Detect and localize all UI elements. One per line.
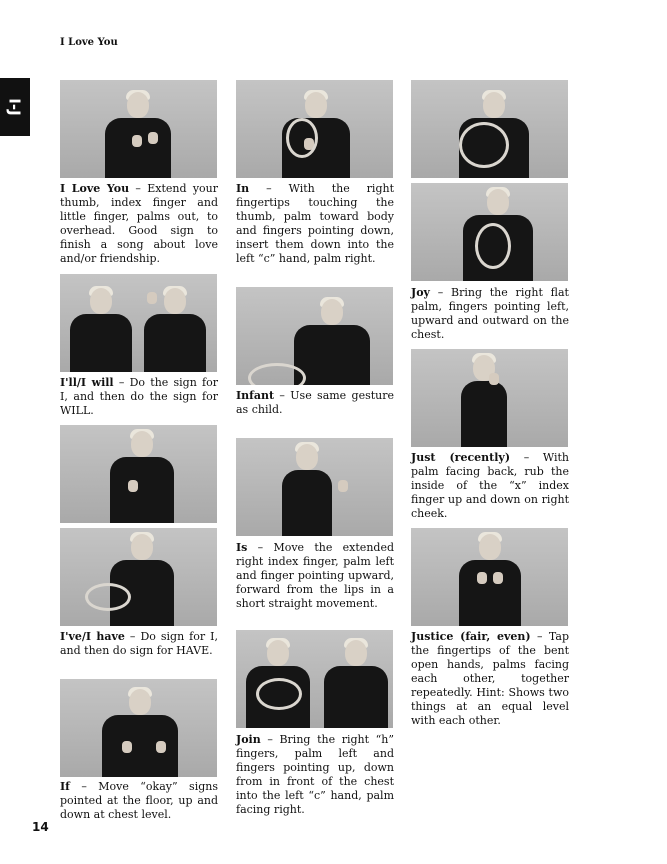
entry-desc: With the right fingertips touching the thumb, palm toward body and fingers pointing down, insert them down into the left “c” hand, palm right. (236, 182, 394, 265)
entry-term: If (60, 780, 70, 793)
hand-shape (148, 132, 158, 144)
entry-in (236, 182, 394, 266)
hand-shape (156, 741, 166, 753)
hand-shape (147, 292, 157, 304)
dash: – (247, 541, 274, 554)
signer-figure (110, 431, 174, 523)
dash: – (530, 630, 549, 643)
hand-shape (338, 480, 348, 492)
entry-if (60, 780, 218, 822)
entry-ill-i-will (60, 376, 218, 418)
signer-figure (102, 689, 178, 777)
entry-term: I'll/I will (60, 376, 114, 389)
motion-arrow (248, 363, 306, 385)
entry-desc: Use same gesture as child. (236, 389, 394, 416)
entry-term: I've/I have (60, 630, 125, 643)
dash: – (129, 182, 148, 195)
hand-shape (489, 373, 499, 385)
dash: – (124, 630, 141, 643)
section-tab (0, 78, 30, 136)
entry-just-recently (411, 451, 569, 521)
hand-shape (132, 135, 142, 147)
section-tab-label: I-J (5, 98, 24, 116)
signer-figure (459, 534, 521, 626)
entry-desc: With palm facing back, rub the inside of the “x” index finger up and down on right cheek. (411, 451, 569, 520)
entry-term: Is (236, 541, 248, 554)
hand-shape (477, 572, 487, 584)
entry-desc: Move the extended right index finger, palm left and finger pointing upward, forward from the lips in a short straight movement. (236, 541, 394, 610)
signer-figure (70, 288, 132, 372)
entry-desc: Tap the fingertips of the bent open hands, palms facing each other, together repeatedly. Hint: Shows two things at an equal level with each other. (411, 630, 570, 727)
entry-ive-i-have (60, 630, 218, 658)
signer-figure (110, 534, 174, 626)
entry-term: Infant (236, 389, 275, 402)
motion-arrow (256, 678, 302, 710)
motion-arrow (475, 223, 511, 269)
entry-desc: Extend your thumb, index finger and little finger, palms out, to overhead. Good sign to finish a song about love and/or friendship. (60, 182, 219, 265)
entry-is (236, 541, 394, 611)
running-head: I Love You (60, 37, 118, 48)
entry-desc: Do the sign for I, and then do the sign for WILL. (60, 376, 219, 417)
dash: – (510, 451, 543, 464)
signer-figure (461, 355, 507, 447)
entry-justice (411, 630, 569, 728)
entry-join (236, 733, 394, 817)
entry-joy (411, 286, 569, 342)
signer-figure (294, 299, 370, 385)
photo-ill-i-will (60, 274, 217, 372)
photo-joy-1 (411, 80, 568, 178)
dash: – (113, 376, 130, 389)
motion-arrow (286, 118, 318, 158)
photo-join (236, 630, 393, 728)
entry-desc: Move “okay” signs pointed at the floor, up and down at chest level. (60, 780, 218, 821)
dash: – (249, 182, 289, 195)
photo-justice (411, 528, 568, 626)
entry-desc: Do sign for I, and then do sign for HAVE. (60, 630, 218, 657)
dash: – (274, 389, 291, 402)
photo-ive-i-have-1 (60, 425, 217, 523)
hand-shape (493, 572, 503, 584)
signer-figure (324, 640, 388, 728)
entry-infant (236, 389, 394, 417)
entry-i-love-you (60, 182, 218, 266)
photo-if (60, 679, 217, 777)
hand-shape (122, 741, 132, 753)
motion-arrow (85, 583, 131, 611)
entry-desc: Bring the right “h” fingers, palm left and fingers pointing up, down from in front of the chest into the left “c” hand, palm facing right. (236, 733, 394, 816)
photo-just-recently (411, 349, 568, 447)
entry-term: Just (recently) (411, 451, 511, 464)
photo-i-love-you (60, 80, 217, 178)
photo-in (236, 80, 393, 178)
photo-is (236, 438, 393, 536)
motion-arrow (459, 122, 509, 168)
entry-term: Justice (fair, even) (411, 630, 531, 643)
entry-term: Join (236, 733, 261, 746)
entry-term: Joy (411, 286, 430, 299)
signer-figure (282, 444, 332, 536)
photo-joy-2 (411, 183, 568, 281)
dash: – (69, 780, 99, 793)
page-number: 14 (32, 820, 49, 834)
photo-infant (236, 287, 393, 385)
entry-desc: Bring the right flat palm, fingers pointing left, upward and outward on the chest. (411, 286, 569, 341)
entry-term: In (236, 182, 250, 195)
dash: – (260, 733, 280, 746)
entry-term: I Love You (60, 182, 130, 195)
hand-shape (128, 480, 138, 492)
photo-ive-i-have-2 (60, 528, 217, 626)
dash: – (429, 286, 451, 299)
